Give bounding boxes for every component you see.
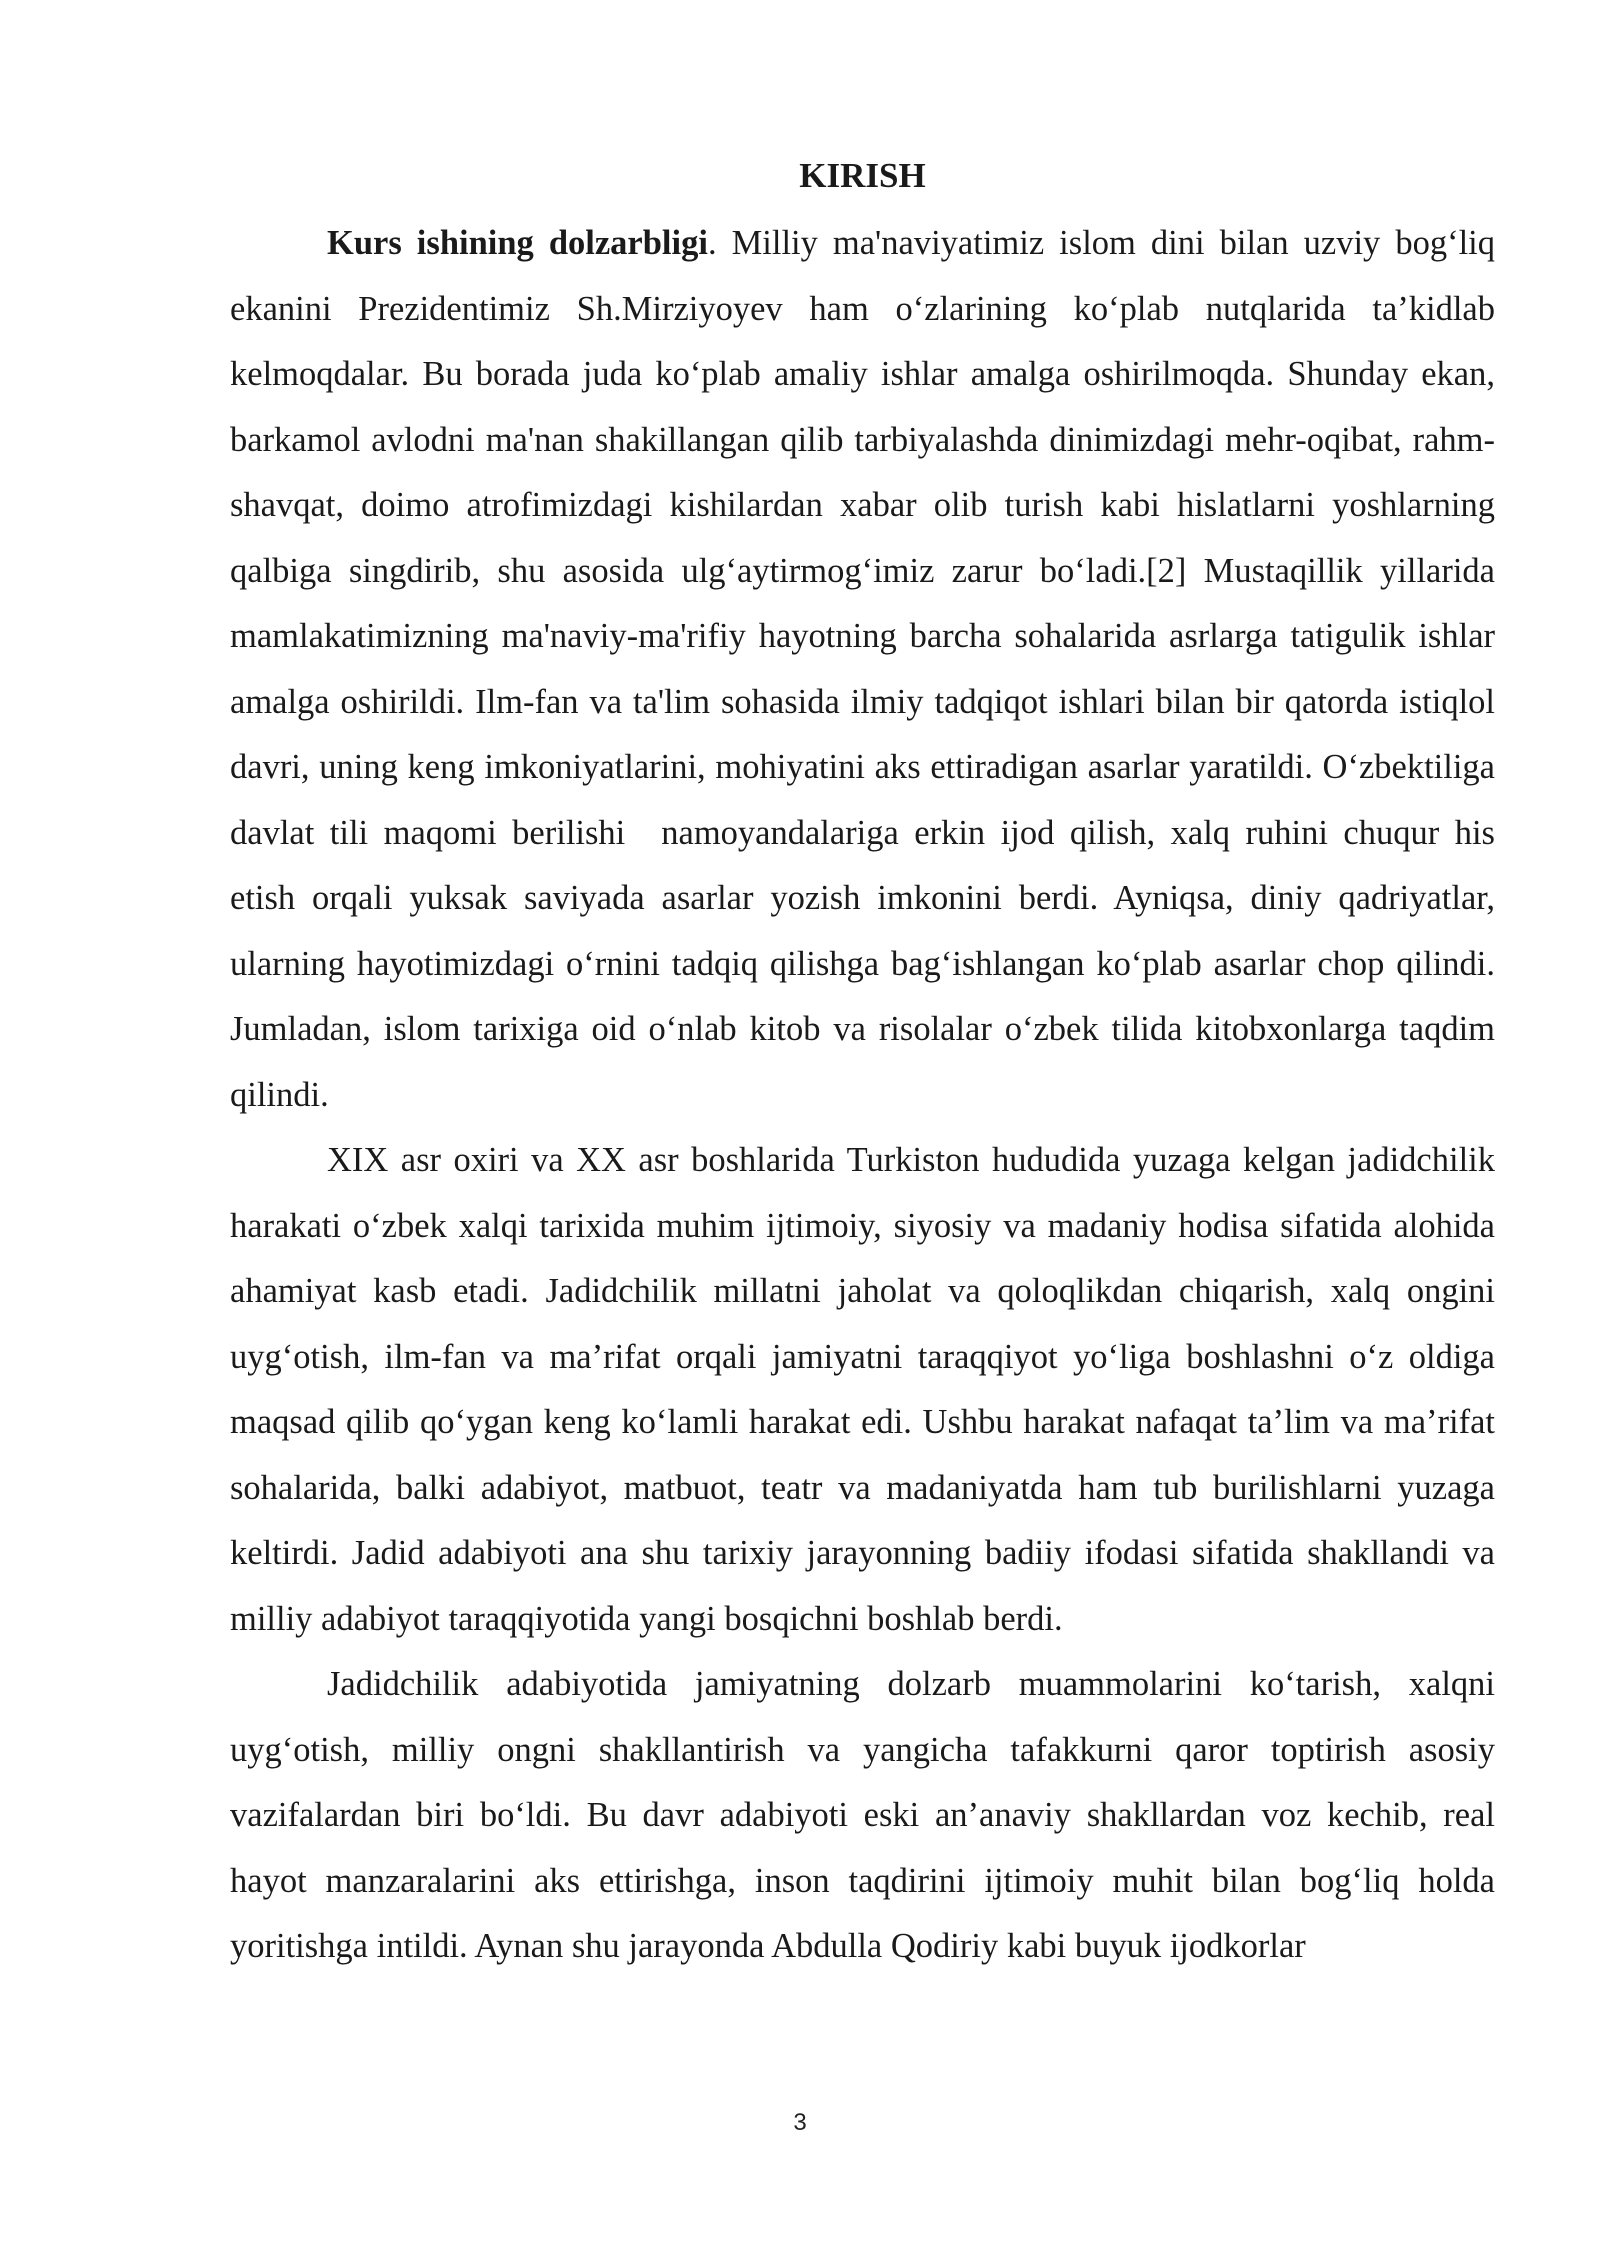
page-number: 3 (793, 2109, 807, 2136)
paragraph-jadid-literature: Jadidchilik adabiyotida jamiyatning dolzarb muammolarini ko‘tarish, xalqni uyg‘otish, milliy ongni shakllantirish va yangicha tafakkurni qaror toptirish asosiy vazifalardan biri bo‘ldi. Bu davr adabiyoti eski an’anaviy shakllardan voz kechib, real hayot manzaralarini aks ettirishga, inson taqdirini ijtimoiy muhit bilan bog‘liq holda yoritishga intildi. Aynan shu jarayonda Abdulla Qodiriy kabi buyuk ijodkorlar (230, 1665, 1495, 1965)
paragraph-relevance (230, 211, 1495, 1128)
paragraph-lead: Kurs ishining dolzarbligi (327, 224, 708, 262)
paragraph-jadidism-history: XIX asr oxiri va XX asr boshlarida Turkiston hududida yuzaga kelgan jadidchilik harakati o‘zbek xalqi tarixida muhim ijtimoiy, siyosiy va madaniy hodisa sifatida alohida ahamiyat kasb etadi. Jadidchilik millatni jaholat va qoloqlikdan chiqarish, xalq ongini uyg‘otish, ilm-fan va ma’rifat orqali jamiyatni taraqqiyot yo‘liga boshlashni o‘z oldiga maqsad qilib qo‘ygan keng ko‘lamli harakat edi. Ushbu harakat nafaqat ta’lim va ma’rifat sohalarida, balki adabiyot, matbuot, teatr va madaniyatda ham tub burilishlarni yuzaga keltirdi. Jadid adabiyoti ana shu tarixiy jarayonning badiiy ifodasi sifatida shakllandi va milliy adabiyot taraqqiyotida yangi bosqichni boshlab berdi. (230, 1141, 1495, 1638)
paragraph-text-part-b: namoyandalariga erkin ijod qilish, xalq ruhini chuqur his etish orqali yuksak saviyada asarlar yozish imkonini berdi. Ayniqsa, diniy qadriyatlar, ularning hayotimizdagi o‘rnini tadqiq qilishga bag‘ishlangan ko‘plab asarlar chop qilindi. Jumladan, islom tarixiga oid o‘nlab kitob va risolalar o‘zbek tilida kitobxonlarga taqdim qilindi. (230, 813, 1495, 1114)
page-heading: KIRISH (799, 156, 926, 195)
paragraph-text-part-a: . Milliy ma'naviyatimiz islom dini bilan uzviy bog‘liq ekanini Prezidentimiz Sh.Mirziyoyev ham o‘zlarining ko‘plab nutqlarida ta’kidlab kelmoqdalar. Bu borada juda ko‘plab amaliy ishlar amalga oshirilmoqda. Shunday ekan, barkamol avlodni ma'nan shakillangan qilib tarbiyalashda dinimizdagi mehr-oqibat, rahm-shavqat, doimo atrofimizdagi kishilardan xabar olib turish kabi hislatlarni yoshlarning qalbiga singdirib, shu asosida ulg‘aytirmog‘imiz zarur bo‘ladi.[2] Mustaqillik yillarida mamlakatimizning ma'naviy-ma'rifiy hayotning barcha sohalarida asrlarga tatigulik ishlar amalga oshirildi. Ilm-fan va ta'lim sohasida ilmiy tadqiqot ishlari bilan bir qatorda istiqlol davri, uning keng imkoniyatlarini, mohiyatini aks ettiradigan asarlar yaratildi. O‘zbektiliga davlat tili maqomi berilishi (230, 224, 1495, 852)
body-text (230, 211, 1495, 1980)
